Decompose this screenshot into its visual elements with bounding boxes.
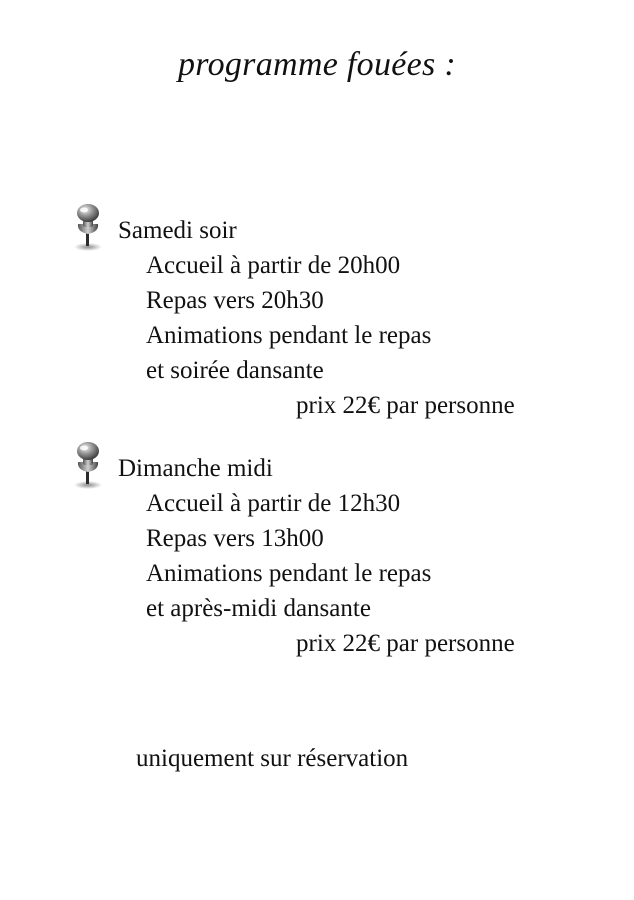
schedule-line: Accueil à partir de 12h30 [146, 490, 401, 517]
pushpin-icon [68, 440, 110, 490]
section-heading: Dimanche midi [118, 455, 273, 482]
page-title: programme fouées : [178, 46, 456, 83]
schedule-line: Repas vers 13h00 [146, 525, 324, 552]
schedule-line: et après-midi dansante [146, 595, 371, 622]
schedule-line: et soirée dansante [146, 357, 324, 384]
pushpin-icon [68, 202, 110, 252]
price-text: prix 22€ par personne [296, 630, 515, 657]
section-heading: Samedi soir [118, 217, 237, 244]
schedule-line: Animations pendant le repas [146, 560, 432, 587]
schedule-line: Animations pendant le repas [146, 322, 432, 349]
price-text: prix 22€ par personne [296, 392, 515, 419]
reservation-note: uniquement sur réservation [136, 745, 409, 772]
schedule-line: Repas vers 20h30 [146, 287, 324, 314]
schedule-line: Accueil à partir de 20h00 [146, 252, 401, 279]
